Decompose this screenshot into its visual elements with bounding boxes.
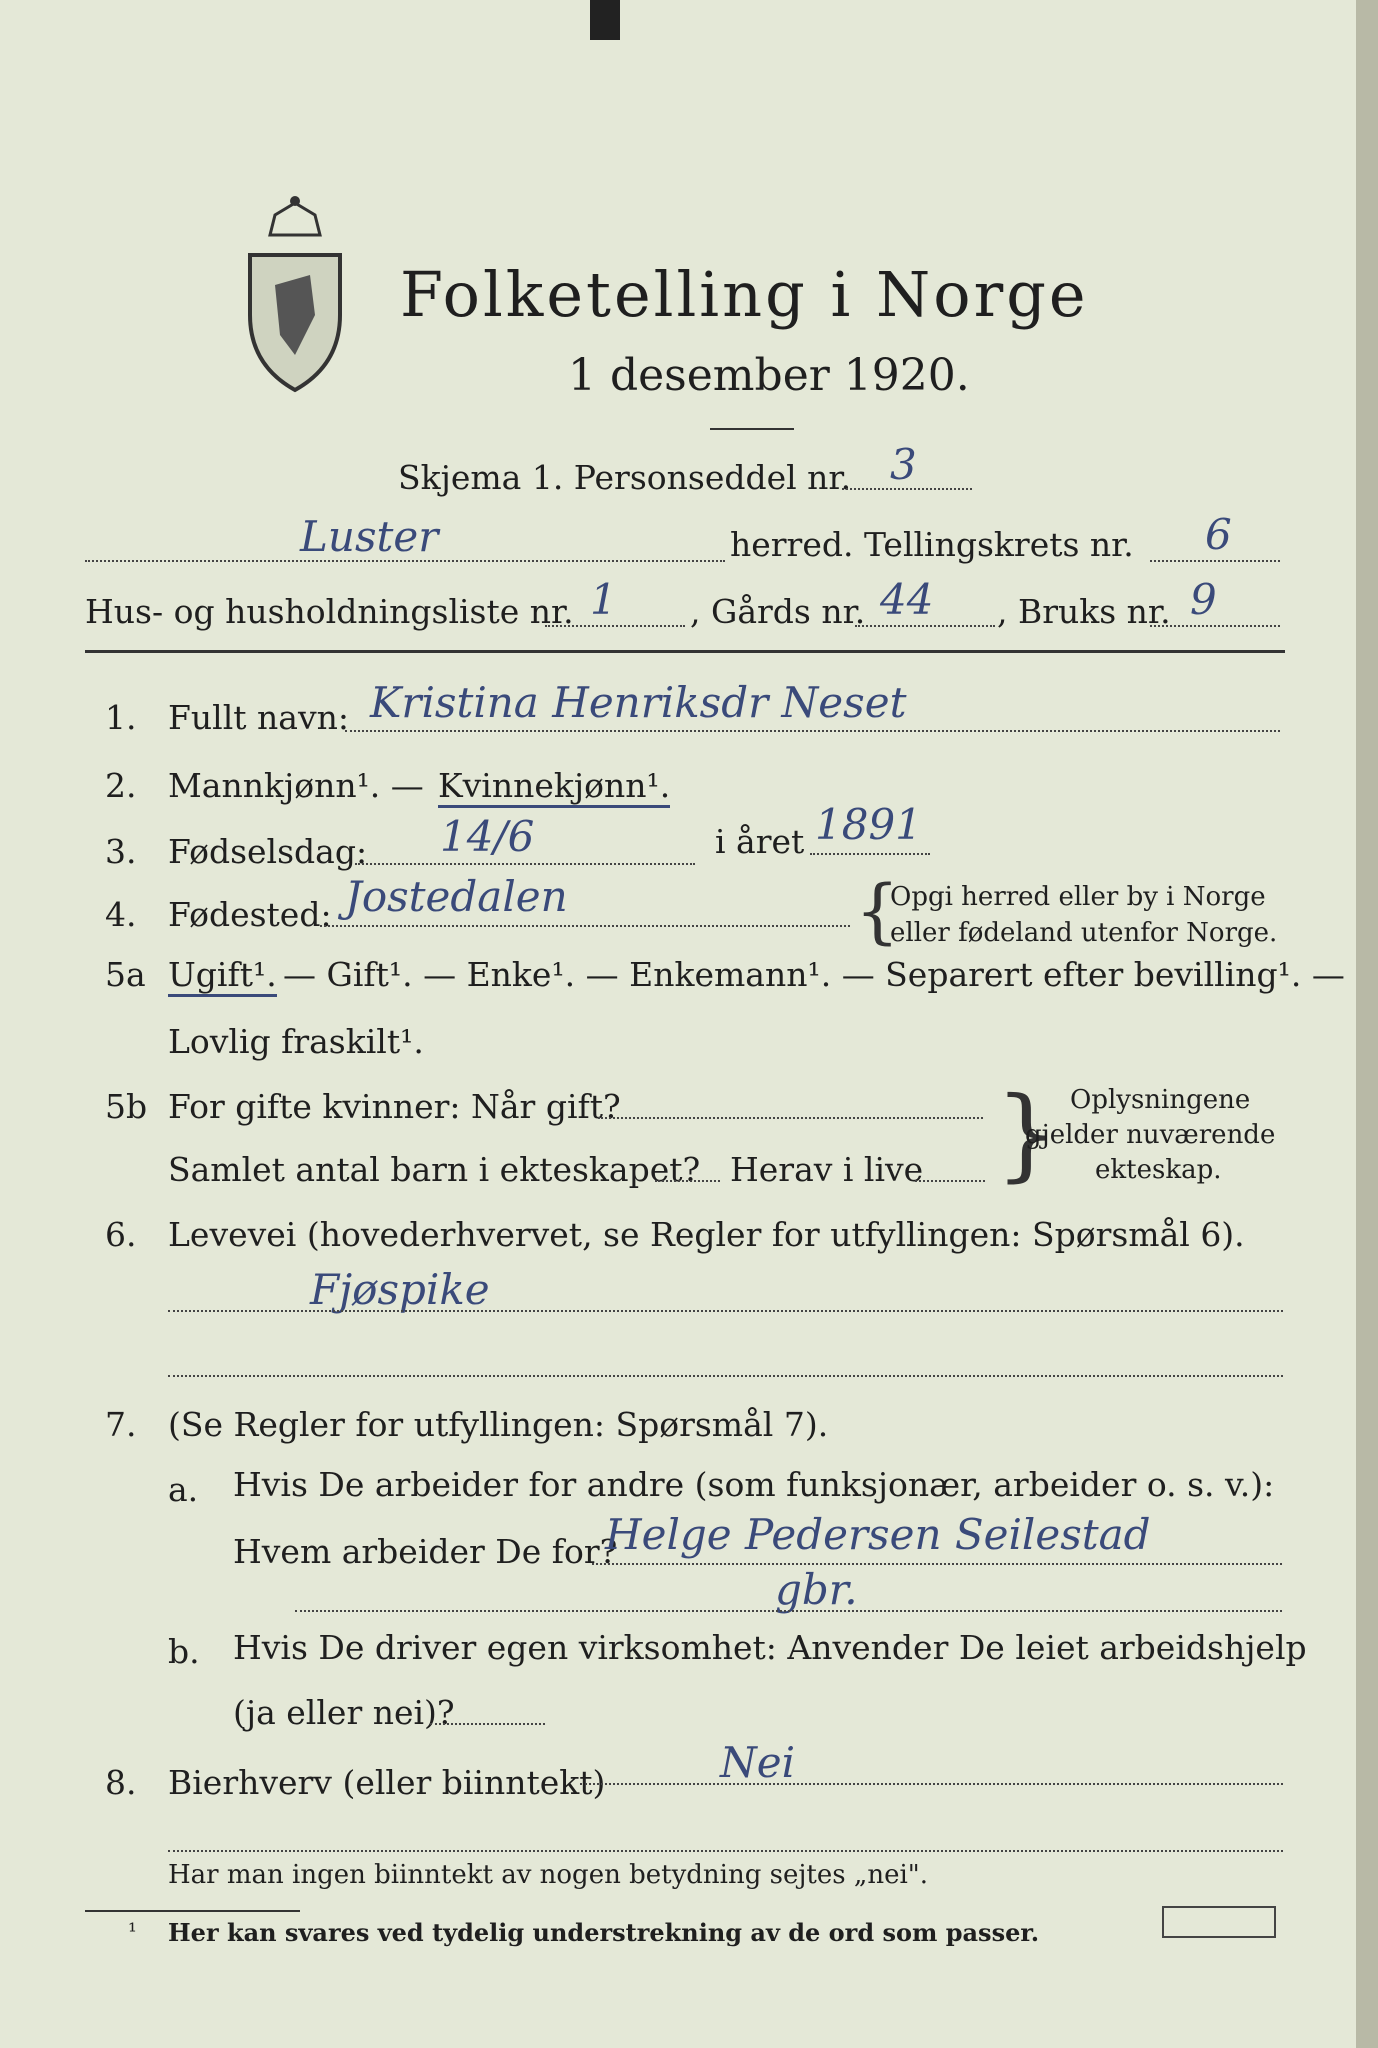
q8-number: 8. [105, 1763, 137, 1802]
q2-number: 2. [105, 766, 137, 805]
q5a-options: — Gift¹. — Enke¹. — Enkemann¹. — Separert efter bevilling¹. — [283, 955, 1345, 994]
header-rule [85, 650, 1285, 653]
q3-number: 3. [105, 832, 137, 871]
q3-dots [355, 863, 695, 865]
q2-female: Kvinnekjønn¹. [438, 766, 670, 808]
footnote-mark: ¹ [128, 1920, 137, 1945]
q4-label: Fødested: [168, 895, 332, 934]
krets-value: 6 [1205, 510, 1232, 559]
q8-dots [580, 1783, 1283, 1785]
q4-note1: Opgi herred eller by i Norge [890, 882, 1266, 912]
q7-number: 7. [105, 1405, 137, 1444]
hus-dots [545, 625, 685, 627]
q5b-note2: gjelder nuværende [1025, 1120, 1276, 1150]
q7a-value2: gbr. [775, 1565, 858, 1614]
q5b-label2: Samlet antal barn i ekteskapet? [168, 1150, 701, 1189]
herred-label: herred. Tellingskrets nr. [730, 525, 1134, 564]
q3-label: Fødselsdag: [168, 832, 368, 871]
q6-dots1 [168, 1310, 1283, 1312]
q4-number: 4. [105, 895, 137, 934]
q7a-value: Helge Pedersen Seilestad [605, 1510, 1151, 1559]
q5a-ugift: Ugift¹. [168, 955, 277, 997]
q5b-note1: Oplysningene [1070, 1085, 1251, 1115]
q7a-dots2 [295, 1610, 1282, 1612]
q7-label: (Se Regler for utfyllingen: Spørsmål 7). [168, 1405, 829, 1444]
krets-dots [1150, 560, 1280, 562]
q8-value: Nei [720, 1738, 796, 1787]
gard-dots [855, 625, 995, 627]
footnote-main: Har man ingen biinntekt av nogen betydning sejtes „nei". [168, 1860, 928, 1890]
q5b-dots1 [598, 1117, 983, 1119]
title-rule [710, 428, 794, 430]
q8-label: Bierhverv (eller biinntekt) [168, 1763, 606, 1802]
schema-label: Skjema 1. Personseddel nr. [398, 458, 852, 497]
q5b-dots3 [915, 1180, 985, 1182]
q3-year-dots [810, 853, 930, 855]
footnote-text: Her kan svares ved tydelig understrekning av de ord som passer. [168, 1918, 1040, 1947]
q3-year: 1891 [815, 800, 922, 849]
q1-number: 1. [105, 698, 137, 737]
q6-dots2 [168, 1375, 1283, 1377]
q7a-number: a. [168, 1470, 199, 1509]
q1-dots [345, 730, 1280, 732]
q5a-line2: Lovlig fraskilt¹. [168, 1022, 424, 1061]
q4-dots [320, 925, 850, 927]
gard-value: 44 [880, 575, 934, 624]
q6-value: Fjøspike [310, 1265, 490, 1314]
q7b-label2: (ja eller nei)? [233, 1693, 455, 1732]
q4-note2: eller fødeland utenfor Norge. [890, 918, 1278, 948]
q6-label: Levevei (hovederhvervet, se Regler for utfyllingen: Spørsmål 6). [168, 1215, 1245, 1254]
q4-brace: { [855, 870, 900, 952]
q5b-number: 5b [105, 1087, 148, 1126]
q1-value: Kristina Henriksdr Neset [370, 678, 907, 727]
q7a-label1: Hvis De arbeider for andre (som funksjonær, arbeider o. s. v.): [233, 1465, 1275, 1504]
q5b-note3: ekteskap. [1095, 1155, 1222, 1185]
form-title: Folketelling i Norge [400, 258, 1089, 331]
q1-label: Fullt navn: [168, 698, 349, 737]
q2-male: Mannkjønn¹. — [168, 766, 424, 805]
schema-number: 3 [890, 440, 917, 489]
herred-value: Luster [300, 512, 439, 561]
q5b-brace: } [995, 1075, 1059, 1192]
q7b-number: b. [168, 1632, 200, 1671]
bruk-value: 9 [1190, 575, 1217, 624]
bruk-label: , Bruks nr. [997, 592, 1171, 631]
binding-tab [590, 0, 620, 40]
q5b-label1: For gifte kvinner: Når gift? [168, 1087, 621, 1126]
q7a-dots [592, 1563, 1282, 1565]
printer-stamp [1162, 1906, 1276, 1938]
q7a-label2: Hvem arbeider De for? [233, 1532, 618, 1571]
q3-year-label: i året [715, 822, 805, 861]
q7b-label1: Hvis De driver egen virksomhet: Anvender De leiet arbeidshjelp [233, 1628, 1307, 1667]
q4-value: Jostedalen [345, 872, 568, 921]
form-date: 1 desember 1920. [568, 350, 970, 401]
q6-number: 6. [105, 1215, 137, 1254]
q3-value: 14/6 [440, 812, 535, 861]
coat-of-arms-icon [240, 195, 350, 395]
footnote-rule [85, 1910, 300, 1912]
q5b-label3: Herav i live [730, 1150, 924, 1189]
bruk-dots [1150, 625, 1280, 627]
gard-label: , Gårds nr. [690, 592, 866, 631]
paper-edge [1356, 0, 1378, 2048]
hus-value: 1 [590, 575, 617, 624]
q8-dots2 [168, 1850, 1283, 1852]
q5b-dots2 [655, 1180, 720, 1182]
hus-label: Hus- og husholdningsliste nr. [85, 592, 574, 631]
q5a-number: 5a [105, 955, 146, 994]
q7b-dots [430, 1723, 545, 1725]
